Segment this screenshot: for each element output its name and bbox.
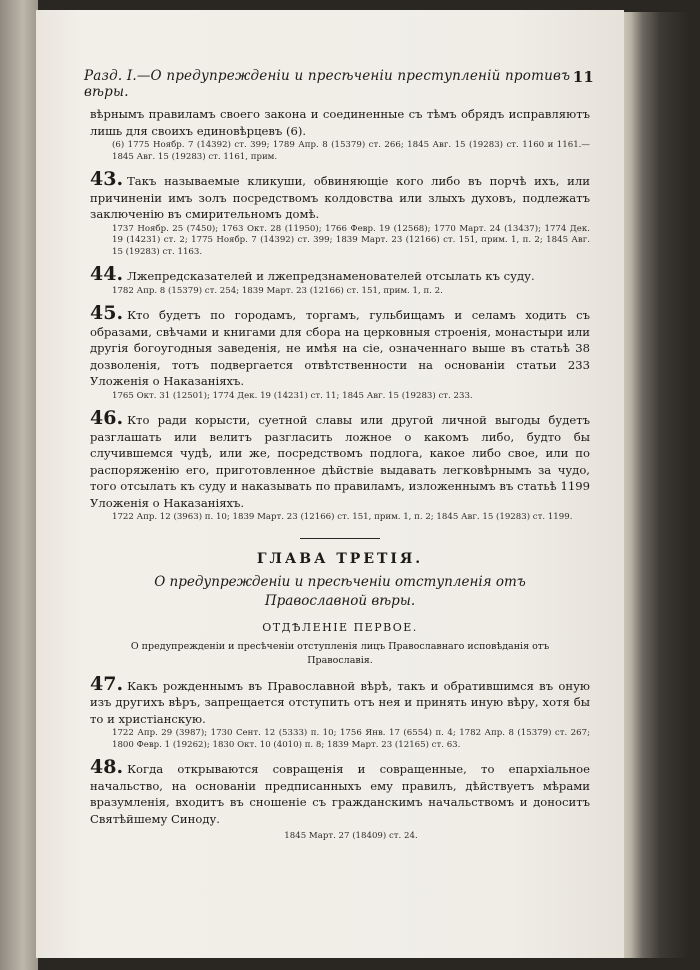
- article-ref: 1845 Март. 27 (18409) ст. 24.: [284, 831, 418, 841]
- article-43: [90, 168, 590, 258]
- article-48: [90, 756, 590, 843]
- article-text: Кто будетъ по городамъ, торгамъ, гульбищамъ и селамъ ходить съ образами, свѣчами и книгами для сбора на церковныя строенія, монастыри или другія богоугодныя заведенія, не имѣя на сіе, означеннаго выше въ статьѣ 38 дозволенія, тотъ подвергается отвѣтственности на основаніи статьи 233 Уложенія о Наказаніяхъ.: [90, 308, 590, 388]
- article-text: Такъ называемые кликуши, обвиняющіе кого либо въ порчѣ ихъ, или причиненіи имъ золъ посредствомъ колдовства или злыхъ духовъ, подлежатъ заключенію въ смирительномъ домѣ.: [90, 174, 590, 221]
- page-content: [90, 106, 590, 843]
- section-title: ОТДѢЛЕНІЕ ПЕРВОЕ.: [262, 620, 418, 634]
- article-ref: 1737 Ноябр. 25 (7450); 1763 Окт. 28 (11950); 1766 Февр. 19 (12568); 1770 Март. 24 (13437); 1774 Дек. 19 (14231) ст. 2; 1775 Ноябр. 7 (14392) ст. 399; 1839 Март. 23 (12166) ст. 151, прим. 1, п. 2; 1845 Авг. 15 (19283) ст. 1163.: [112, 223, 590, 257]
- article-text: Лжепредсказателей и лжепредзнаменователей отсылать къ суду.: [127, 269, 535, 283]
- chapter-title: ГЛАВА ТРЕТІЯ.: [256, 550, 424, 567]
- article-ref: 1782 Апр. 8 (15379) ст. 254; 1839 Март. 23 (12166) ст. 151, прим. 1, п. 2.: [112, 285, 443, 296]
- divider-rule: [300, 538, 380, 539]
- article-number: 47.: [90, 672, 124, 695]
- page-number: 11: [572, 68, 594, 86]
- intro-text: вѣрнымъ правиламъ своего закона и соединенные съ тѣмъ обрядъ исправляютъ лишь для своихъ единовѣрцевъ (6).: [90, 107, 590, 138]
- article-text: Кто ради корысти, суетной славы или другой личной выгоды будетъ разглашать или велитъ разгласить ложное о какомъ либо, будто бы случившемся чудѣ, или же, посредствомъ подлога, какое либо свое, или по распоряженію его, приготовленное дѣйствіе выдавать легковѣрнымъ за чудо, того отсылать къ суду и наказывать по правиламъ, изложеннымъ въ статьѣ 1199 Уложенія о Наказаніяхъ.: [90, 413, 590, 510]
- article-number: 46.: [90, 407, 124, 429]
- article-ref: 1765 Окт. 31 (12501); 1774 Дек. 19 (14231) ст. 11; 1845 Авг. 15 (19283) ст. 233.: [112, 390, 473, 401]
- article-ref: 1722 Апр. 12 (3963) п. 10; 1839 Март. 23 (12166) ст. 151, прим. 1, п. 2; 1845 Авг. 15 (19283) ст. 1199.: [112, 512, 573, 522]
- article-47: [90, 672, 590, 752]
- article-44: [90, 263, 590, 297]
- book-fore-edge: [618, 12, 688, 958]
- header-title: Разд. I.—О предупрежденіи и пресѣченіи преступленій противъ вѣры.: [84, 68, 571, 100]
- article-45: [90, 302, 590, 402]
- article-46: [90, 407, 590, 524]
- chapter-subtitle: О предупрежденіи и пресѣченіи отступленія отъ Православной вѣры.: [154, 573, 526, 609]
- running-header: [84, 68, 594, 100]
- article-number: 45.: [90, 302, 124, 324]
- article-number: 43.: [90, 168, 124, 190]
- article-ref: 1722 Апр. 29 (3987); 1730 Сент. 12 (5333) п. 10; 1756 Янв. 17 (6554) п. 4; 1782 Апр. 8 (15379) ст. 267; 1800 Февр. 1 (19262); 1830 Окт. 10 (4010) п. 8; 1839 Март. 23 (12165) ст. 63.: [112, 728, 590, 750]
- intro-ref: (6) 1775 Ноябр. 7 (14392) ст. 399; 1789 Апр. 8 (15379) ст. 266; 1845 Авг. 15 (19283) ст. 1160 и 1161.— 1845 Авг. 15 (19283) ст. 1161, прим.: [112, 140, 590, 162]
- article-number: 48.: [90, 756, 124, 778]
- article-text: Какъ рожденнымъ въ Православной вѣрѣ, такъ и обратившимся въ оную изъ другихъ вѣръ, запрещается отступить отъ нея и принять иную вѣру, хотя бы то и христіанскую.: [90, 678, 590, 726]
- book-page: [36, 10, 624, 958]
- left-page-edge: [0, 0, 38, 970]
- section-subtitle: О предупрежденіи и пресѣченіи отступленія лицъ Православнаго исповѣданія отъ Православія.: [130, 640, 550, 666]
- article-text: Когда открываются совращенія и совращенные, то епархіальное начальство, на основаніи предписанныхъ ему правилъ, дѣйствуетъ мѣрами вразумленія, входитъ въ сношеніе съ гражданскимъ начальствомъ и доноситъ Святѣйшему Синоду.: [90, 762, 590, 826]
- article-number: 44.: [90, 263, 124, 285]
